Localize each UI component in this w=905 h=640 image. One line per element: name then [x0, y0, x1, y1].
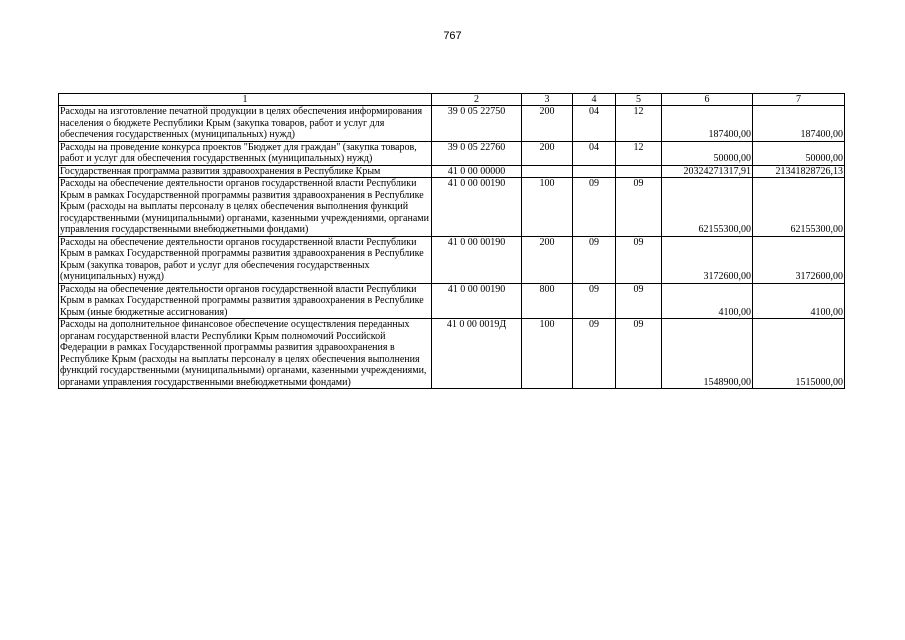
- subsection-code: 12: [616, 106, 662, 142]
- page-number: 767: [443, 30, 462, 42]
- expense-name: Расходы на обеспечение деятельности органов государственной власти Республики Крым в рамках Государственной программы развития здравоохранения в Республике Крым (расходы на выплаты персоналу в целях обеспечения выполнения функций государственными (муниципальными) органами, казенными учреждениями, органами управления государственными внебюджетными фондами): [59, 178, 432, 237]
- target-article-code: 41 0 00 00000: [432, 165, 522, 178]
- amount-column-7: 187400,00: [753, 106, 845, 142]
- amount-column-7: 1515000,00: [753, 319, 845, 389]
- table-row: [59, 283, 845, 319]
- header-cell-7: 7: [753, 94, 845, 106]
- target-article-code: 39 0 05 22750: [432, 106, 522, 142]
- expense-name: Расходы на обеспечение деятельности органов государственной власти Республики Крым в рамках Государственной программы развития здравоохранения в Республике Крым (закупка товаров, работ и услуг для обеспечения государственных (муниципальных) нужд): [59, 236, 432, 283]
- table-row: [59, 141, 845, 165]
- header-cell-4: 4: [573, 94, 616, 106]
- expense-type-code: [522, 165, 573, 178]
- subsection-code: 09: [616, 319, 662, 389]
- expense-name: Расходы на проведение конкурса проектов "Бюджет для граждан" (закупка товаров, работ и услуг для обеспечения государственных (муниципальных) нужд): [59, 141, 432, 165]
- subsection-code: 09: [616, 283, 662, 319]
- amount-column-7: 3172600,00: [753, 236, 845, 283]
- expense-type-code: 800: [522, 283, 573, 319]
- header-cell-6: 6: [662, 94, 753, 106]
- amount-column-7: 62155300,00: [753, 178, 845, 237]
- target-article-code: 41 0 00 0019Д: [432, 319, 522, 389]
- header-cell-5: 5: [616, 94, 662, 106]
- target-article-code: 41 0 00 00190: [432, 236, 522, 283]
- expense-type-code: 200: [522, 236, 573, 283]
- table-row: [59, 319, 845, 389]
- header-cell-2: 2: [432, 94, 522, 106]
- subsection-code: 09: [616, 236, 662, 283]
- expense-type-code: 200: [522, 141, 573, 165]
- target-article-code: 41 0 00 00190: [432, 178, 522, 237]
- table-row: [59, 236, 845, 283]
- expense-name: Расходы на обеспечение деятельности органов государственной власти Республики Крым в рамках Государственной программы развития здравоохранения в Республике Крым (иные бюджетные ассигнования): [59, 283, 432, 319]
- table-header-row: [59, 94, 845, 106]
- expense-name: Государственная программа развития здравоохранения в Республике Крым: [59, 165, 432, 178]
- amount-column-6: 20324271317,91: [662, 165, 753, 178]
- amount-column-6: 1548900,00: [662, 319, 753, 389]
- header-cell-1: 1: [59, 94, 432, 106]
- section-code: 04: [573, 141, 616, 165]
- section-code: 09: [573, 236, 616, 283]
- section-code: 09: [573, 319, 616, 389]
- table-row: [59, 106, 845, 142]
- expense-type-code: 100: [522, 319, 573, 389]
- amount-column-7: 21341828726,13: [753, 165, 845, 178]
- target-article-code: 41 0 00 00190: [432, 283, 522, 319]
- subsection-code: 09: [616, 178, 662, 237]
- section-code: [573, 165, 616, 178]
- target-article-code: 39 0 05 22760: [432, 141, 522, 165]
- section-code: 09: [573, 178, 616, 237]
- budget-table: [58, 93, 845, 389]
- section-code: 04: [573, 106, 616, 142]
- amount-column-7: 4100,00: [753, 283, 845, 319]
- table-row: [59, 178, 845, 237]
- amount-column-7: 50000,00: [753, 141, 845, 165]
- amount-column-6: 4100,00: [662, 283, 753, 319]
- header-cell-3: 3: [522, 94, 573, 106]
- expense-name: Расходы на изготовление печатной продукции в целях обеспечения информирования населения о бюджете Республики Крым (закупка товаров, работ и услуг для обеспечения государственных (муниципальных) нужд): [59, 106, 432, 142]
- table-row: [59, 165, 845, 178]
- subsection-code: 12: [616, 141, 662, 165]
- amount-column-6: 50000,00: [662, 141, 753, 165]
- expense-type-code: 100: [522, 178, 573, 237]
- amount-column-6: 3172600,00: [662, 236, 753, 283]
- section-code: 09: [573, 283, 616, 319]
- amount-column-6: 62155300,00: [662, 178, 753, 237]
- subsection-code: [616, 165, 662, 178]
- expense-name: Расходы на дополнительное финансовое обеспечение осуществления переданных органам государственной власти Республики Крым полномочий Российской Федерации в рамках Государственной программы развития здравоохранения в Республике Крым (расходы на выплаты персоналу в целях обеспечения выполнения функций государственными (муниципальными) органами, казенными учреждениями, органами управления государственными внебюджетными фондами): [59, 319, 432, 389]
- expense-type-code: 200: [522, 106, 573, 142]
- amount-column-6: 187400,00: [662, 106, 753, 142]
